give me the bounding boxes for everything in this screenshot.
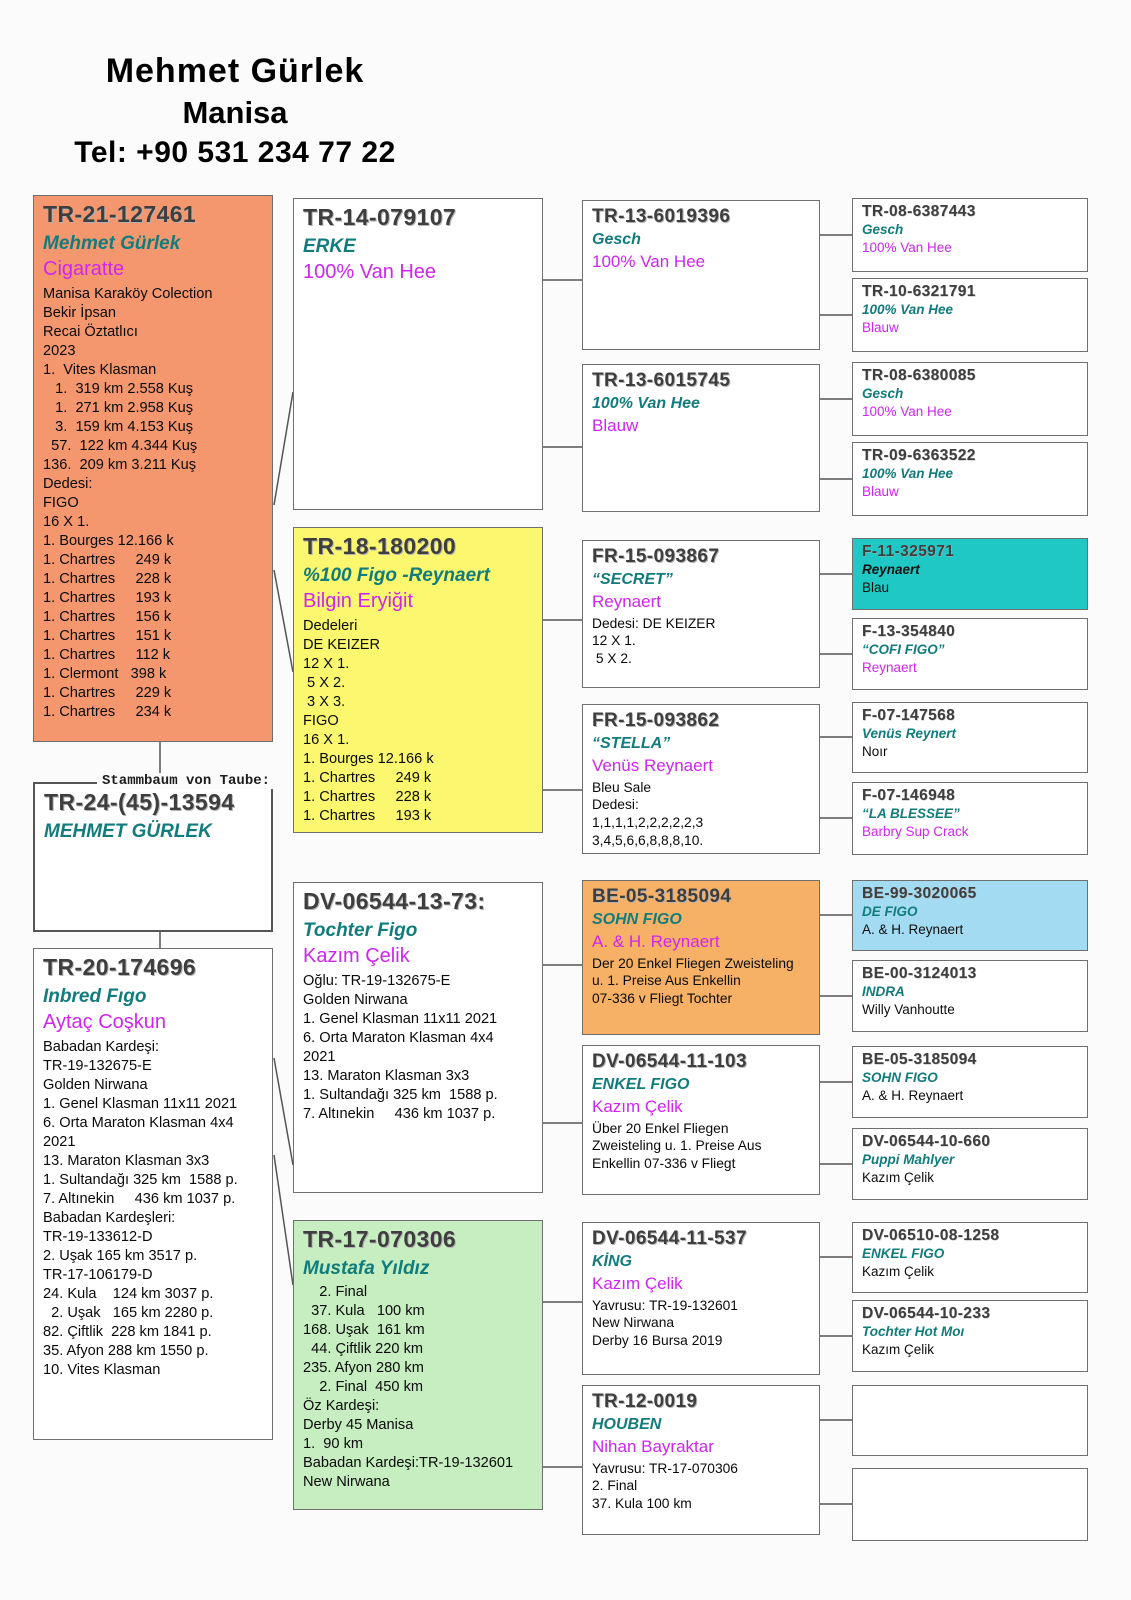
detail-lines: [43, 285, 263, 721]
detail-line: 7. Altınekin 436 km 1037 p.: [303, 1106, 496, 1123]
detail-line: Dedesi: DE KEIZER: [592, 615, 716, 631]
detail-line: Babadan Kardeşi:TR-19-132601: [303, 1455, 514, 1472]
detail-line: 07-336 v Fliegt Tochter: [592, 990, 733, 1006]
pedigree-box-g4-8: [852, 782, 1088, 855]
pedigree-box-g4-3: [852, 362, 1088, 436]
pedigree-box-subject: [33, 773, 273, 932]
pigeon-name: 100% Van Hee: [862, 302, 954, 318]
fancier-name: Kazım Çelik: [303, 945, 410, 968]
fancier-note: Kazım Çelik: [862, 1342, 935, 1358]
ring-number: TR-10-6321791: [862, 283, 976, 300]
pigeon-name: 100% Van Hee: [862, 466, 954, 482]
fancier-name: Blauw: [592, 415, 639, 435]
detail-line: Babadan Kardeşleri:: [43, 1210, 176, 1227]
detail-line: 235. Afyon 280 km: [303, 1360, 424, 1377]
detail-line: Recai Öztatlıcı: [43, 324, 138, 341]
pedigree-box-g4-11: [852, 1046, 1088, 1118]
pigeon-name: “COFI FIGO”: [862, 642, 945, 658]
fancier-name: Reynaert: [592, 591, 661, 611]
pigeon-name: ENKEL FIGO: [592, 1075, 690, 1093]
detail-line: 2. Uşak 165 km 2280 p.: [43, 1304, 214, 1321]
pedigree-box-g4-4: [852, 442, 1088, 516]
ring-number: DV-06510-08-1258: [862, 1227, 1000, 1244]
ring-number: DV-06544-11-537: [592, 1228, 747, 1249]
ring-number: FR-15-093862: [592, 710, 720, 731]
detail-line: 5 X 2.: [303, 675, 346, 692]
pigeon-name: DE FIGO: [862, 904, 918, 920]
detail-line: New Nirwana: [303, 1474, 390, 1491]
detail-line: 1. Bourges 12.166 k: [43, 532, 174, 549]
detail-line: 82. Çiftlik 228 km 1841 p.: [43, 1323, 212, 1340]
detail-line: 1. Chartres 249 k: [43, 551, 172, 568]
pedigree-box-sire: [33, 195, 273, 742]
detail-line: 2. Final: [303, 1284, 368, 1301]
detail-line: 12 X 1.: [592, 633, 636, 649]
stammbaum-legend: Stammbaum von Taube:: [97, 773, 275, 789]
pigeon-name: “SECRET”: [592, 570, 673, 588]
ring-number: DV-06544-10-660: [862, 1133, 991, 1150]
detail-line: 1. Chartres 156 k: [43, 608, 172, 625]
detail-lines: [592, 779, 810, 850]
pedigree-box-g3-5: [582, 880, 820, 1035]
ring-number: F-07-147568: [862, 707, 956, 724]
detail-line: Dedesi:: [592, 797, 639, 813]
ring-number: DV-06544-10-233: [862, 1305, 991, 1322]
pedigree-box-g4-14: [852, 1300, 1088, 1372]
ring-number: TR-21-127461: [43, 201, 197, 227]
detail-lines: [592, 955, 810, 1008]
pigeon-name: Reynaert: [862, 562, 920, 578]
detail-lines: [592, 1460, 810, 1513]
pedigree-box-g3-6: [582, 1045, 820, 1195]
detail-line: 1. Chartres 249 k: [303, 770, 432, 787]
pedigree-box-g3-7: [582, 1222, 820, 1375]
detail-line: 16 X 1.: [303, 732, 350, 749]
ring-number: TR-13-6019396: [592, 206, 731, 227]
detail-line: 24. Kula 124 km 3037 p.: [43, 1285, 214, 1302]
pigeon-name: INDRA: [862, 984, 905, 1000]
detail-line: 1. Chartres 228 k: [303, 789, 432, 806]
detail-line: 1. Clermont 398 k: [43, 665, 167, 682]
ring-number: BE-99-3020065: [862, 885, 977, 902]
detail-line: 1. Genel Klasman 11x11 2021: [43, 1096, 238, 1113]
fancier-name: Barbry Sup Crack: [862, 824, 969, 840]
detail-line: Golden Nirwana: [43, 1077, 148, 1094]
pedigree-box-g4-12: [852, 1128, 1088, 1200]
fancier-note: Kazım Çelik: [862, 1264, 935, 1280]
ring-number: TR-14-079107: [303, 204, 457, 230]
detail-line: TR-17-106179-D: [43, 1267, 153, 1284]
detail-line: 12 X 1.: [303, 656, 350, 673]
detail-line: Dedesi:: [43, 476, 93, 493]
detail-line: Yavrusu: TR-17-070306: [592, 1460, 738, 1476]
pigeon-name: Mustafa Yıldız: [303, 1257, 430, 1279]
detail-lines: [592, 1120, 810, 1173]
pedigree-box-g2-3: [293, 882, 543, 1193]
detail-line: Babadan Kardeşi:: [43, 1039, 160, 1056]
pedigree-box-g3-1: [582, 200, 820, 350]
detail-line: Öz Kardeşi:: [303, 1398, 380, 1415]
fancier-name: 100% Van Hee: [592, 251, 706, 271]
detail-line: Derby 16 Bursa 2019: [592, 1332, 723, 1348]
pigeon-name: ENKEL FIGO: [862, 1246, 945, 1262]
pigeon-name: 100% Van Hee: [592, 394, 700, 412]
detail-line: Yavrusu: TR-19-132601: [592, 1297, 738, 1313]
detail-line: 13. Maraton Klasman 3x3: [43, 1153, 210, 1170]
fancier-note: A. & H. Reynaert: [862, 922, 964, 938]
owner-header: [50, 52, 420, 170]
detail-line: Der 20 Enkel Fliegen Zweisteling: [592, 955, 794, 971]
pedigree-box-dam: [33, 948, 273, 1440]
ring-number: TR-13-6015745: [592, 370, 731, 391]
fancier-name: Reynaert: [862, 660, 917, 676]
owner-phone: Tel: +90 531 234 77 22: [74, 136, 396, 169]
detail-line: Dedeleri: [303, 618, 358, 635]
detail-line: 10. Vites Klasman: [43, 1361, 161, 1378]
ring-number: TR-09-6363522: [862, 447, 976, 464]
detail-line: u. 1. Preise Aus Enkellin: [592, 973, 741, 989]
fancier-name: Kazım Çelik: [592, 1273, 683, 1293]
fancier-name: 100% Van Hee: [862, 404, 952, 420]
pigeon-name: SOHN FIGO: [592, 910, 682, 928]
pedigree-box-g4-6: [852, 618, 1088, 690]
ring-number: BE-05-3185094: [862, 1051, 977, 1068]
detail-line: 3. 159 km 4.153 Kuş: [43, 419, 194, 436]
pedigree-box-g4-7: [852, 702, 1088, 773]
detail-line: 16 X 1.: [43, 514, 90, 531]
detail-line: 1,1,1,1,2,2,2,2,2,3: [592, 814, 704, 830]
pedigree-box-g3-8: [582, 1385, 820, 1535]
pigeon-name: Tochter Figo: [303, 919, 418, 941]
pigeon-name: Gesch: [592, 230, 641, 248]
detail-lines: [303, 617, 533, 826]
pedigree-box-g4-1: [852, 198, 1088, 272]
pigeon-name: HOUBEN: [592, 1415, 662, 1433]
pigeon-name: MEHMET GÜRLEK: [44, 820, 212, 842]
detail-line: 2. Final: [592, 1478, 638, 1494]
pedigree-box-g2-1: [293, 198, 543, 510]
pedigree-box-g3-4: [582, 704, 820, 854]
detail-line: 1. 271 km 2.958 Kuş: [43, 400, 194, 417]
ring-number: F-11-325971: [862, 543, 955, 560]
detail-line: 1. Chartres 228 k: [43, 570, 172, 587]
detail-line: Bleu Sale: [592, 779, 652, 795]
detail-lines: [43, 1038, 263, 1379]
detail-line: 3,4,5,6,6,8,8,8,10.: [592, 832, 704, 848]
fancier-note: Kazım Çelik: [862, 1170, 935, 1186]
detail-line: FIGO: [303, 713, 339, 730]
pedigree-box-g4-5: [852, 538, 1088, 610]
detail-line: 1. 319 km 2.558 Kuş: [43, 381, 194, 398]
ring-number: FR-15-093867: [592, 546, 720, 567]
fancier-name: Nihan Bayraktar: [592, 1436, 714, 1456]
detail-line: 5 X 2.: [592, 650, 632, 666]
detail-line: 1. Bourges 12.166 k: [303, 751, 434, 768]
detail-line: 44. Çiftlik 220 km: [303, 1341, 424, 1358]
fancier-note: Willy Vanhoutte: [862, 1002, 955, 1018]
fancier-name: A. & H. Reynaert: [592, 931, 720, 951]
pigeon-name: Gesch: [862, 386, 904, 402]
ring-number: DV-06544-13-73:: [303, 888, 486, 914]
owner-city: Manisa: [182, 95, 288, 130]
detail-line: 6. Orta Maraton Klasman 4x4: [303, 1030, 494, 1047]
color-note: Noır: [862, 744, 888, 760]
detail-line: 1. Genel Klasman 11x11 2021: [303, 1011, 498, 1028]
detail-line: 2. Uşak 165 km 3517 p.: [43, 1248, 198, 1265]
ring-number: F-07-146948: [862, 787, 956, 804]
pigeon-name: Mehmet Gürlek: [43, 232, 181, 254]
detail-lines: [592, 1297, 810, 1350]
pigeon-name: Tochter Hot Moı: [862, 1324, 965, 1340]
pigeon-name: Venüs Reynert: [862, 726, 957, 742]
detail-line: 1. Chartres 112 k: [43, 646, 171, 663]
ring-number: BE-00-3124013: [862, 965, 977, 982]
detail-line: Zweisteling u. 1. Preise Aus: [592, 1138, 762, 1154]
pedigree-box-g3-3: [582, 540, 820, 688]
detail-line: New Nirwana: [592, 1315, 675, 1331]
ring-number: TR-08-6387443: [862, 203, 976, 220]
detail-line: 1. Vites Klasman: [43, 362, 157, 379]
detail-line: Manisa Karaköy Colection: [43, 286, 213, 303]
pigeon-name: Gesch: [862, 222, 904, 238]
ring-number: DV-06544-11-103: [592, 1051, 747, 1072]
ring-number: TR-24-(45)-13594: [44, 789, 235, 815]
detail-lines: [303, 1283, 533, 1492]
ring-number: TR-20-174696: [43, 954, 197, 980]
detail-line: Über 20 Enkel Fliegen: [592, 1120, 729, 1136]
pedigree-box-g2-2: [293, 527, 543, 833]
detail-line: 1. Chartres 193 k: [43, 589, 172, 606]
detail-line: 7. Altınekin 436 km 1037 p.: [43, 1191, 236, 1208]
detail-line: Oğlu: TR-19-132675-E: [303, 973, 451, 990]
detail-line: 13. Maraton Klasman 3x3: [303, 1068, 470, 1085]
pigeon-name: “STELLA”: [592, 734, 671, 752]
detail-lines: [592, 615, 810, 668]
pedigree-box-g2-4: [293, 1220, 543, 1510]
detail-line: Derby 45 Manisa: [303, 1417, 414, 1434]
fancier-name: Blauw: [862, 320, 899, 336]
fancier-name: 100% Van Hee: [862, 240, 952, 256]
fancier-name: Blauw: [862, 484, 899, 500]
pedigree-box-g4-15-empty: [852, 1385, 1088, 1456]
fancier-name: Aytaç Coşkun: [43, 1011, 167, 1034]
pedigree-box-g4-2: [852, 278, 1088, 352]
color-note: Blau: [862, 580, 890, 596]
ring-number: BE-05-3185094: [592, 886, 732, 907]
pigeon-name: KİNG: [592, 1252, 632, 1270]
detail-line: 1. Chartres 193 k: [303, 808, 432, 825]
pigeon-name: “LA BLESSEE”: [862, 806, 960, 822]
detail-line: 2021: [43, 1134, 76, 1151]
detail-line: TR-19-132675-E: [43, 1058, 152, 1075]
detail-line: FIGO: [43, 495, 79, 512]
fancier-name: Cigaratte: [43, 258, 125, 281]
detail-line: 35. Afyon 288 km 1550 p.: [43, 1342, 209, 1359]
ring-number: F-13-354840: [862, 623, 956, 640]
detail-line: 37. Kula 100 km: [592, 1495, 692, 1511]
detail-line: Bekir İpsan: [43, 305, 117, 322]
ring-number: TR-12-0019: [592, 1391, 698, 1412]
fancier-name: Venüs Reynaert: [592, 755, 713, 775]
fancier-name: 100% Van Hee: [303, 261, 437, 284]
ring-number: TR-18-180200: [303, 533, 457, 559]
detail-line: 1. Chartres 234 k: [43, 703, 172, 720]
detail-line: 2. Final 450 km: [303, 1379, 424, 1396]
detail-line: 57. 122 km 4.344 Kuş: [43, 438, 198, 455]
detail-line: 1. Chartres 151 k: [43, 627, 172, 644]
detail-line: 1. Chartres 229 k: [43, 684, 172, 701]
detail-line: 2021: [303, 1049, 336, 1066]
pigeon-name: Inbred Fıgo: [43, 985, 147, 1007]
pigeon-name: SOHN FIGO: [862, 1070, 938, 1086]
detail-line: Golden Nirwana: [303, 992, 408, 1009]
detail-line: Enkellin 07-336 v Fliegt: [592, 1155, 736, 1171]
pedigree-box-g3-2: [582, 364, 820, 512]
detail-line: 6. Orta Maraton Klasman 4x4: [43, 1115, 234, 1132]
pedigree-box-g4-16-empty: [852, 1468, 1088, 1541]
fancier-name: Bilgin Eryiğit: [303, 590, 414, 613]
pigeon-name: Puppi Mahlyer: [862, 1152, 955, 1168]
pedigree-box-g4-10: [852, 960, 1088, 1032]
fancier-name: Kazım Çelik: [592, 1096, 683, 1116]
detail-line: TR-19-133612-D: [43, 1229, 153, 1246]
ring-number: TR-17-070306: [303, 1226, 457, 1252]
detail-line: 2023: [43, 343, 76, 360]
pedigree-box-g4-13: [852, 1222, 1088, 1293]
detail-line: DE KEIZER: [303, 637, 381, 654]
detail-line: 3 X 3.: [303, 694, 346, 711]
detail-lines: [303, 972, 533, 1124]
pedigree-box-g4-9: [852, 880, 1088, 951]
ring-number: TR-08-6380085: [862, 367, 976, 384]
detail-line: 168. Uşak 161 km: [303, 1322, 425, 1339]
detail-line: 1. Sultandağı 325 km 1588 p.: [43, 1172, 238, 1189]
pigeon-name: ERKE: [303, 235, 356, 257]
detail-line: 1. Sultandağı 325 km 1588 p.: [303, 1087, 498, 1104]
detail-line: 136. 209 km 3.211 Kuş: [43, 457, 197, 474]
owner-name: Mehmet Gürlek: [105, 52, 365, 90]
pigeon-name: %100 Figo -Reynaert: [303, 564, 490, 586]
detail-line: 37. Kula 100 km: [303, 1303, 425, 1320]
detail-line: 1. 90 km: [303, 1436, 364, 1453]
fancier-note: A. & H. Reynaert: [862, 1088, 964, 1104]
